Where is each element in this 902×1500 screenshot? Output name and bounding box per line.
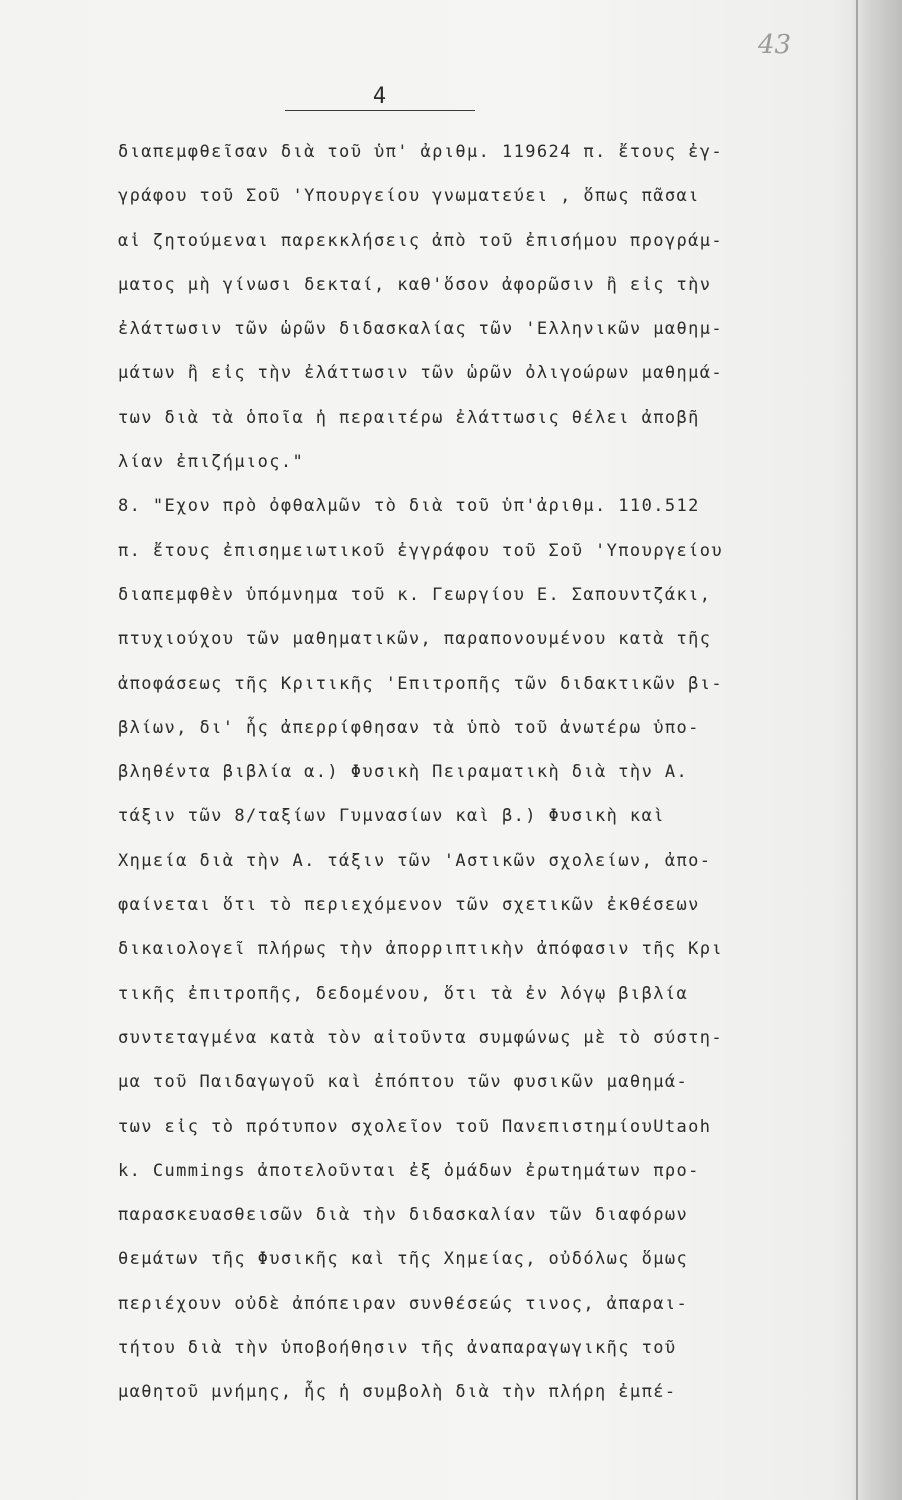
folio-number: 43: [758, 30, 792, 60]
text-line: πτυχιούχου τῶν μαθηματικῶν, παραπονουμένου κατὰ τῆς: [118, 629, 712, 650]
binding-shadow-line: [856, 0, 858, 1500]
text-line: φαίνεται ὅτι τὸ περιεχόμενον τῶν σχετικῶν ἐκθέσεων: [118, 895, 700, 916]
text-line: συντεταγμένα κατὰ τὸν αἰτοῦντα συμφώνως μὲ τὸ σύστη-: [118, 1027, 724, 1048]
text-line: τήτου διὰ τὴν ὑποβοήθησιν τῆς ἀναπαραγωγικῆς τοῦ: [118, 1338, 677, 1359]
text-line: δικαιολογεῖ πλήρως τὴν ἀπορριπτικὴν ἀπόφασιν τῆς Κρι: [118, 939, 724, 960]
text-line: μάτων ἢ εἰς τὴν ἐλάττωσιν τῶν ὡρῶν ὀλιγοώρων μαθημά-: [118, 363, 724, 384]
text-line: αἱ ζητούμεναι παρεκκλήσεις ἀπὸ τοῦ ἐπισήμου προγράμ-: [118, 230, 724, 251]
text-line: βληθέντα βιβλία α.) Φυσικὴ Πειραματικὴ διὰ τὴν Α.: [118, 762, 689, 783]
text-line: τικῆς ἐπιτροπῆς, δεδομένου, ὅτι τὰ ἐν λόγῳ βιβλία: [118, 983, 689, 1004]
text-line: διαπεμφθὲν ὑπόμνημα τοῦ κ. Γεωργίου Ε. Σαπουντζάκι,: [118, 584, 712, 605]
text-line: k. Cummings ἀποτελοῦνται ἐξ ὁμάδων ἐρωτημάτων προ-: [118, 1160, 700, 1181]
text-line: των εἰς τὸ πρότυπον σχολεῖον τοῦ ΠανεπιστημίουUtaoh: [118, 1116, 712, 1137]
text-line: μαθητοῦ μνήμης, ἧς ἡ συμβολὴ διὰ τὴν πλήρη ἐμπέ-: [118, 1382, 677, 1403]
text-line: Χημεία διὰ τὴν Α. τάξιν τῶν 'Αστικῶν σχολείων, ἀπο-: [118, 850, 712, 871]
text-line: τάξιν τῶν 8/ταξίων Γυμνασίων καὶ β.) Φυσικὴ καὶ: [118, 806, 665, 827]
page-binding-edge: [852, 0, 902, 1500]
text-line: 8. "Εχον πρὸ ὀφθαλμῶν τὸ διὰ τοῦ ὑπ'ἀριθμ. 110.512: [118, 496, 700, 517]
text-line: λίαν ἐπιζήμιος.": [118, 452, 305, 473]
text-line: ἀποφάσεως τῆς Κριτικῆς 'Επιτροπῆς τῶν διδακτικῶν βι-: [118, 673, 724, 694]
text-line: των διὰ τὰ ὁποῖα ἡ περαιτέρω ἐλάττωσις θέλει ἀποβῆ: [118, 407, 700, 428]
text-line: θεμάτων τῆς Φυσικῆς καὶ τῆς Χημείας, οὐδόλως ὅμως: [118, 1249, 689, 1270]
text-line: περιέχουν οὐδὲ ἀπόπειραν συνθέσεώς τινος, ἀπαραι-: [118, 1293, 689, 1314]
text-line: βλίων, δι' ἧς ἀπερρίφθησαν τὰ ὑπὸ τοῦ ἀνωτέρω ὑπο-: [118, 717, 700, 738]
text-line: π. ἔτους ἐπισημειωτικοῦ ἐγγράφου τοῦ Σοῦ 'Υπουργείου: [118, 540, 724, 561]
text-line: παρασκευασθεισῶν διὰ τὴν διδασκαλίαν τῶν διαφόρων: [118, 1205, 689, 1226]
text-line: ἐλάττωσιν τῶν ὡρῶν διδασκαλίας τῶν 'Ελληνικῶν μαθημ-: [118, 319, 724, 340]
page-number: 4: [372, 84, 388, 109]
page-number-rule: [285, 110, 475, 111]
typed-text-body: [118, 130, 848, 1415]
text-line: μα τοῦ Παιδαγωγοῦ καὶ ἐπόπτου τῶν φυσικῶν μαθημά-: [118, 1072, 689, 1093]
text-line: διαπεμφθεῖσαν διὰ τοῦ ὑπ' ἀριθμ. 119624 π. ἔτους ἐγ-: [118, 142, 724, 162]
page-number-header: [285, 84, 475, 114]
text-line: ματος μὴ γίνωσι δεκταί, καθ'ὅσον ἀφορῶσιν ἢ εἰς τὴν: [118, 274, 712, 295]
text-line: γράφου τοῦ Σοῦ 'Υπουργείου γνωματεύει , ὅπως πᾶσαι: [118, 186, 700, 207]
